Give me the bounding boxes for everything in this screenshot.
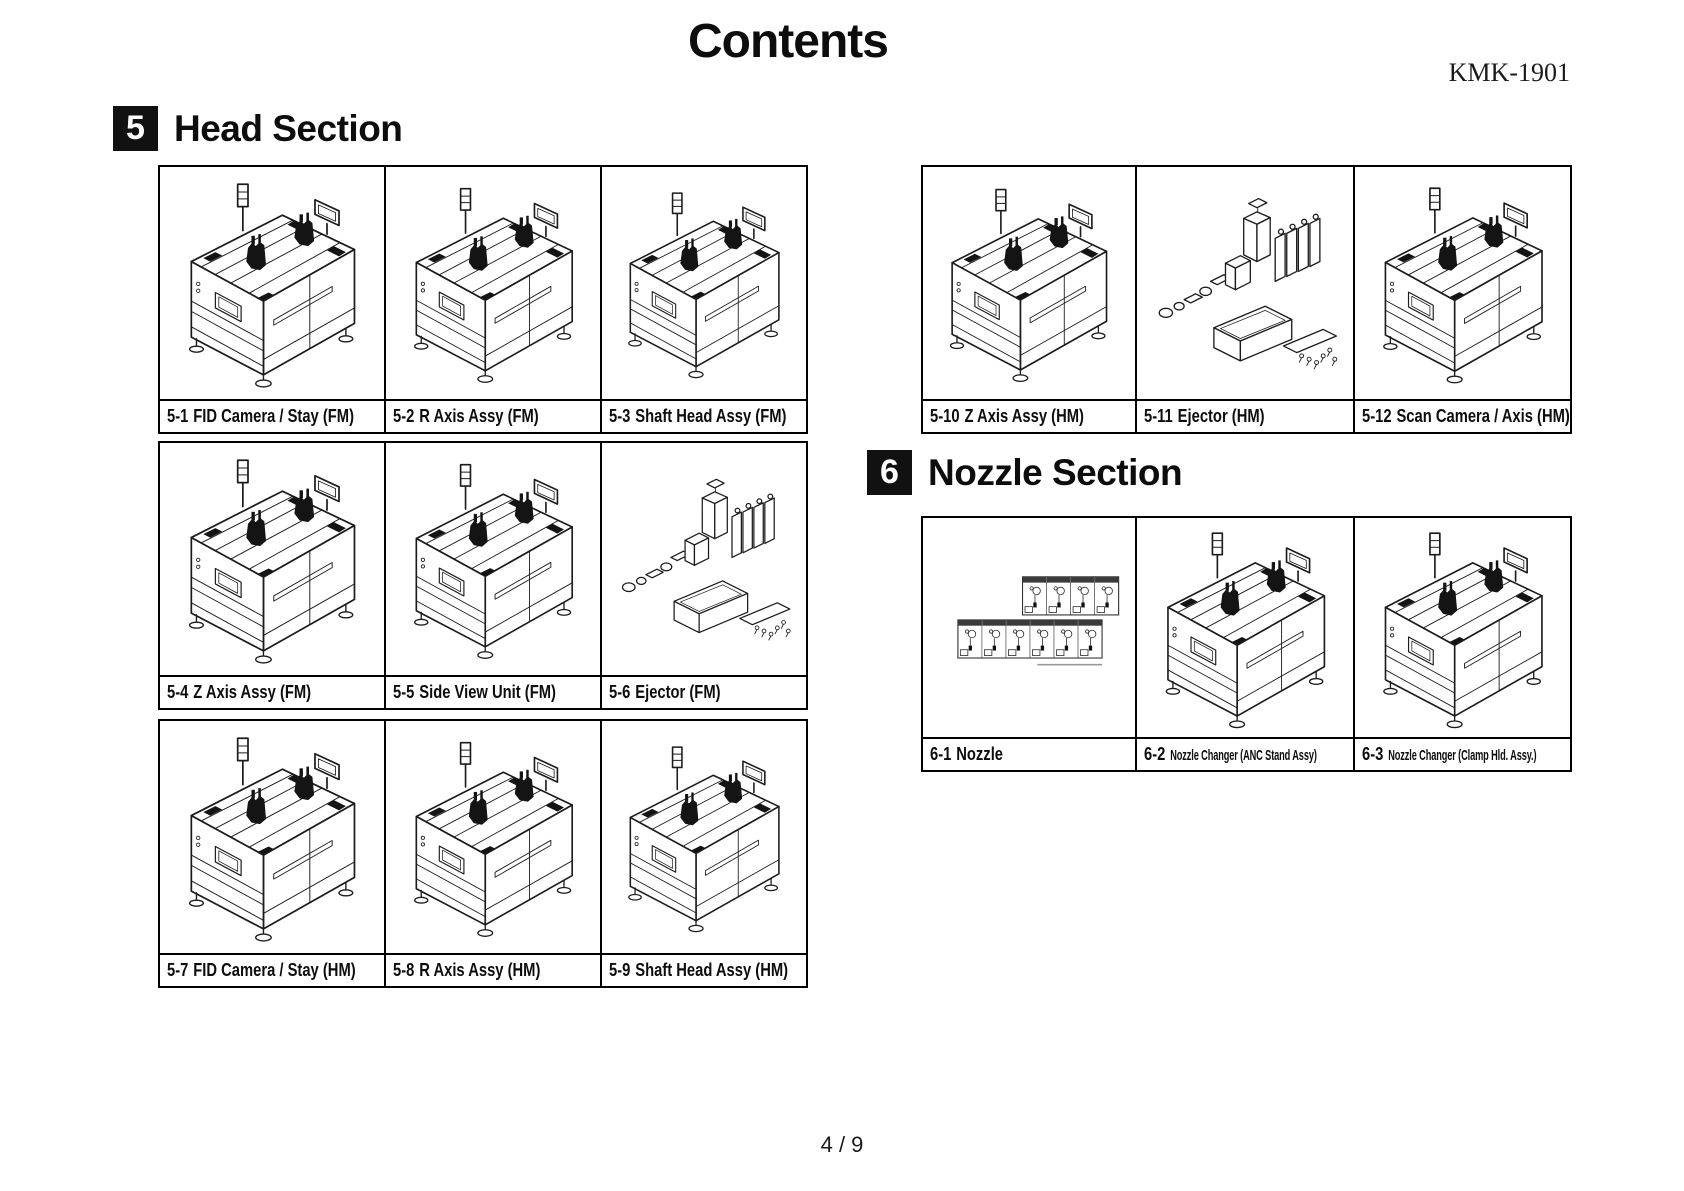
contents-cell (600, 721, 806, 986)
contents-cell (160, 443, 384, 708)
thumbnail-grid (158, 441, 808, 710)
nozzle-type-chart-thumbnail (938, 531, 1120, 724)
figure-number: 5-7 (167, 960, 189, 980)
figure-label: Shaft Head Assy (HM) (635, 960, 789, 980)
thumbnail-caption (160, 401, 384, 432)
figure-number: 6-3 (1362, 744, 1384, 764)
thumbnail-image (160, 167, 384, 401)
contents-cell (923, 518, 1135, 770)
section-heading-nozzle-section (867, 450, 1182, 495)
thumbnail-image (160, 443, 384, 677)
thumbnail-grid (158, 165, 808, 434)
thumbnail-caption (602, 401, 806, 432)
figure-number: 5-6 (609, 682, 631, 702)
contents-cell (600, 167, 806, 432)
contents-cell (160, 167, 384, 432)
thumbnail-image (923, 518, 1135, 739)
contents-cell (1353, 518, 1570, 770)
section-number-badge: 6 (867, 450, 912, 495)
contents-cell (1135, 167, 1353, 432)
figure-number: 6-2 (1144, 744, 1166, 764)
machine-isometric-thumbnail (610, 728, 798, 946)
machine-isometric-thumbnail (1364, 525, 1562, 731)
page-number: 4 / 9 (820, 1132, 864, 1157)
section-number-badge: 5 (113, 106, 158, 151)
thumbnail-caption (1355, 401, 1570, 432)
thumbnail-caption (160, 955, 384, 986)
machine-isometric-thumbnail (610, 174, 798, 392)
figure-number: 5-9 (609, 960, 631, 980)
figure-label: Ejector (HM) (1177, 406, 1265, 426)
thumbnail-image (1137, 167, 1353, 401)
thumbnail-caption (386, 401, 600, 432)
thumbnail-image (386, 443, 600, 677)
thumbnail-image (602, 443, 806, 677)
figure-label: FID Camera / Stay (HM) (193, 960, 356, 980)
figure-label: R Axis Assy (HM) (419, 960, 541, 980)
machine-isometric-thumbnail (169, 728, 375, 946)
thumbnail-image (160, 721, 384, 955)
thumbnail-grid (921, 165, 1572, 434)
figure-label: Nozzle Changer (Clamp Hld. Assy.) (1388, 747, 1537, 764)
figure-label: Side View Unit (FM) (419, 682, 556, 702)
doc-code: KMK-1901 (1448, 58, 1570, 87)
figure-number: 5-11 (1144, 406, 1173, 426)
figure-number: 5-1 (167, 406, 189, 426)
figure-label: Z Axis Assy (HM) (964, 406, 1084, 426)
figure-label: Nozzle Changer (ANC Stand Assy) (1170, 747, 1317, 764)
contents-cell (384, 167, 600, 432)
figure-label: FID Camera / Stay (FM) (193, 406, 355, 426)
contents-cell (160, 721, 384, 986)
thumbnail-image (602, 167, 806, 401)
thumbnail-image (386, 721, 600, 955)
machine-isometric-thumbnail (395, 728, 592, 946)
machine-isometric-thumbnail (1146, 525, 1345, 731)
machine-isometric-thumbnail (169, 450, 375, 668)
thumbnail-caption (160, 677, 384, 708)
figure-number: 5-4 (167, 682, 189, 702)
page-title: Contents (688, 15, 888, 68)
thumbnail-caption (1355, 739, 1570, 770)
thumbnail-image (1355, 167, 1570, 401)
exploded-parts-thumbnail (610, 450, 798, 668)
contents-cell (1135, 518, 1353, 770)
thumbnail-image (386, 167, 600, 401)
thumbnail-image (602, 721, 806, 955)
thumbnail-caption (602, 677, 806, 708)
contents-cell (600, 443, 806, 708)
thumbnail-grid (921, 516, 1572, 772)
figure-label: Nozzle (956, 744, 1004, 764)
machine-isometric-thumbnail (931, 174, 1126, 392)
contents-cell (384, 443, 600, 708)
thumbnail-caption (1137, 401, 1353, 432)
exploded-parts-thumbnail (1146, 174, 1345, 392)
thumbnail-caption (386, 677, 600, 708)
thumbnail-caption (923, 739, 1135, 770)
thumbnail-image (923, 167, 1135, 401)
figure-label: Shaft Head Assy (FM) (635, 406, 787, 426)
figure-label: R Axis Assy (FM) (419, 406, 539, 426)
figure-number: 5-8 (393, 960, 415, 980)
contents-cell (384, 721, 600, 986)
contents-cell (1353, 167, 1570, 432)
machine-isometric-thumbnail (169, 174, 375, 392)
figure-number: 6-1 (930, 744, 952, 764)
section-heading-head-section (113, 106, 402, 151)
figure-number: 5-2 (393, 406, 415, 426)
figure-label: Ejector (FM) (635, 682, 721, 702)
thumbnail-caption (386, 955, 600, 986)
thumbnail-caption (1137, 739, 1353, 770)
machine-isometric-thumbnail (1364, 174, 1562, 392)
figure-number: 5-12 (1362, 406, 1392, 426)
thumbnail-caption (923, 401, 1135, 432)
section-title: Nozzle Section (928, 451, 1183, 493)
contents-cell (923, 167, 1135, 432)
thumbnail-image (1137, 518, 1353, 739)
machine-isometric-thumbnail (395, 450, 592, 668)
thumbnail-caption (602, 955, 806, 986)
thumbnail-grid (158, 719, 808, 988)
figure-number: 5-5 (393, 682, 415, 702)
figure-number: 5-3 (609, 406, 631, 426)
figure-label: Z Axis Assy (FM) (193, 682, 312, 702)
machine-isometric-thumbnail (395, 174, 592, 392)
thumbnail-image (1355, 518, 1570, 739)
section-title: Head Section (174, 107, 403, 149)
figure-label: Scan Camera / Axis (HM) (1396, 406, 1570, 426)
figure-number: 5-10 (930, 406, 960, 426)
